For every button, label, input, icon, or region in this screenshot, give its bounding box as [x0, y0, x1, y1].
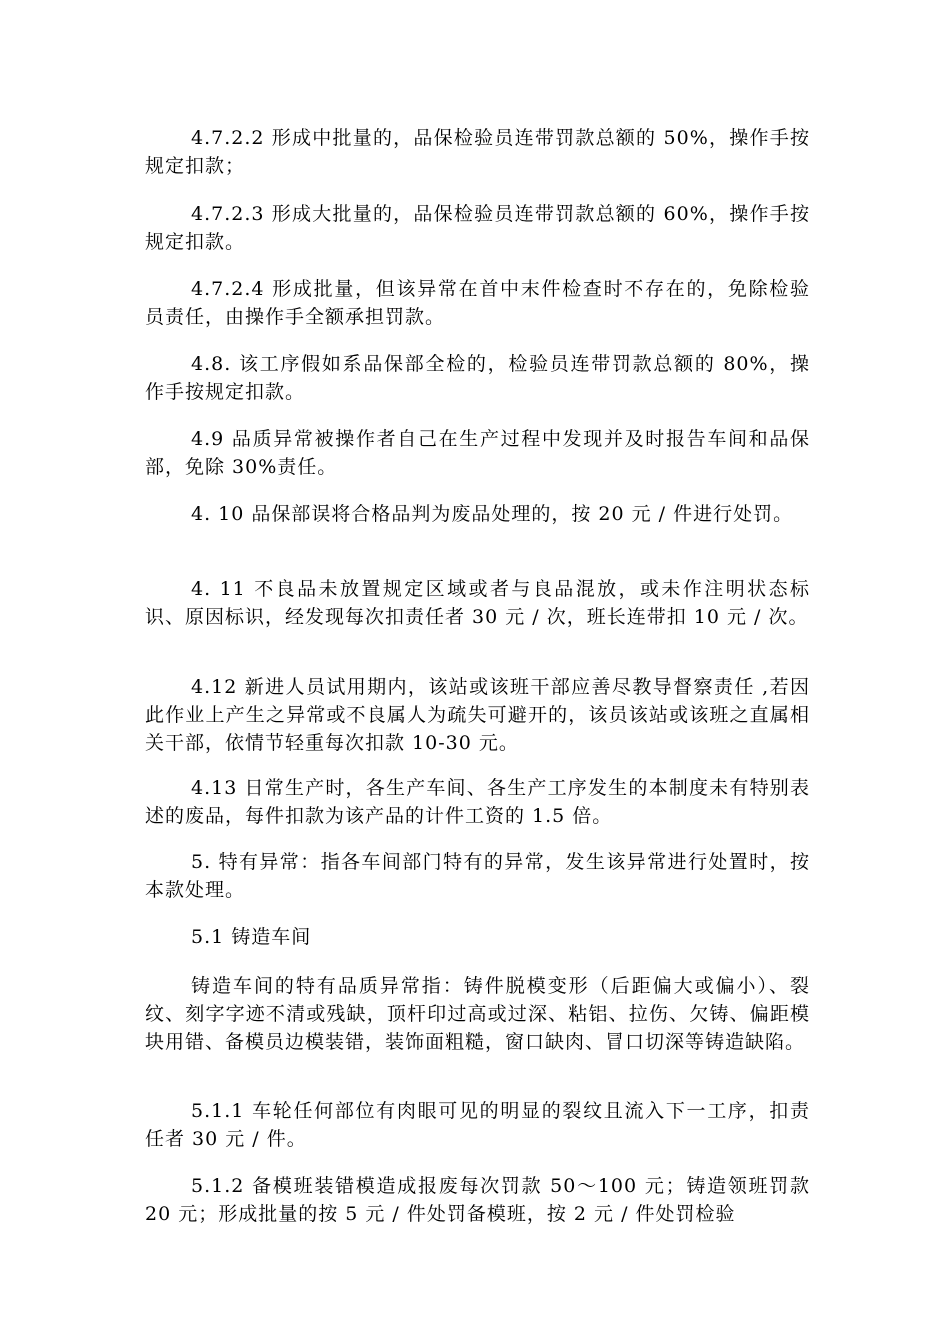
- paragraph-5-1-2: 5.1.2 备模班装错模造成报废每次罚款 50～100 元；铸造领班罚款 20 元；形成批量的按 5 元 / 件处罚备模班，按 2 元 / 件处罚检验: [145, 1175, 810, 1225]
- paragraph-5: 5. 特有异常：指各车间部门特有的异常，发生该异常进行处置时，按本款处理。: [145, 851, 810, 901]
- paragraph-4-7-2-2: 4.7.2.2 形成中批量的，品保检验员连带罚款总额的 50%，操作手按规定扣款；: [145, 127, 810, 177]
- paragraph-4-11: 4. 11 不良品未放置规定区域或者与良品混放，或未作注明状态标识、原因标识，经发现每次扣责任者 30 元 / 次，班长连带扣 10 元 / 次。: [145, 578, 810, 628]
- paragraph-4-7-2-3: 4.7.2.3 形成大批量的，品保检验员连带罚款总额的 60%，操作手按规定扣款。: [145, 203, 810, 253]
- paragraph-4-13: 4.13 日常生产时，各生产车间、各生产工序发生的本制度未有特别表述的废品，每件扣款为该产品的计件工资的 1.5 倍。: [145, 777, 810, 827]
- paragraph-4-9: 4.9 品质异常被操作者自己在生产过程中发现并及时报告车间和品保部，免除 30%责任。: [145, 428, 810, 478]
- paragraph-casting-defects: 铸造车间的特有品质异常指：铸件脱模变形（后距偏大或偏小）、裂纹、刻字字迹不清或残缺，顶杆印过高或过深、粘铝、拉伤、欠铸、偏距模块用错、备模员边模装错，装饰面粗糙，窗口缺肉、冒口切深等铸造缺陷。: [145, 975, 810, 1053]
- paragraph-4-12: 4.12 新进人员试用期内，该站或该班干部应善尽教导督察责任 ,若因此作业上产生之异常或不良属人为疏失可避开的，该员该站或该班之直属相关干部，依情节轻重每次扣款 10-30 元。: [145, 676, 810, 754]
- section-heading-5-1: 5.1 铸造车间: [191, 926, 312, 948]
- paragraph-4-7-2-4: 4.7.2.4 形成批量，但该异常在首中末件检查时不存在的，免除检验员责任，由操作手全额承担罚款。: [145, 278, 810, 328]
- paragraph-4-10: 4. 10 品保部误将合格品判为废品处理的，按 20 元 / 件进行处罚。: [191, 503, 794, 525]
- paragraph-5-1-1: 5.1.1 车轮任何部位有肉眼可见的明显的裂纹且流入下一工序，扣责任者 30 元 / 件。: [145, 1100, 810, 1150]
- paragraph-4-8: 4.8. 该工序假如系品保部全检的，检验员连带罚款总额的 80%，操作手按规定扣款。: [145, 353, 810, 403]
